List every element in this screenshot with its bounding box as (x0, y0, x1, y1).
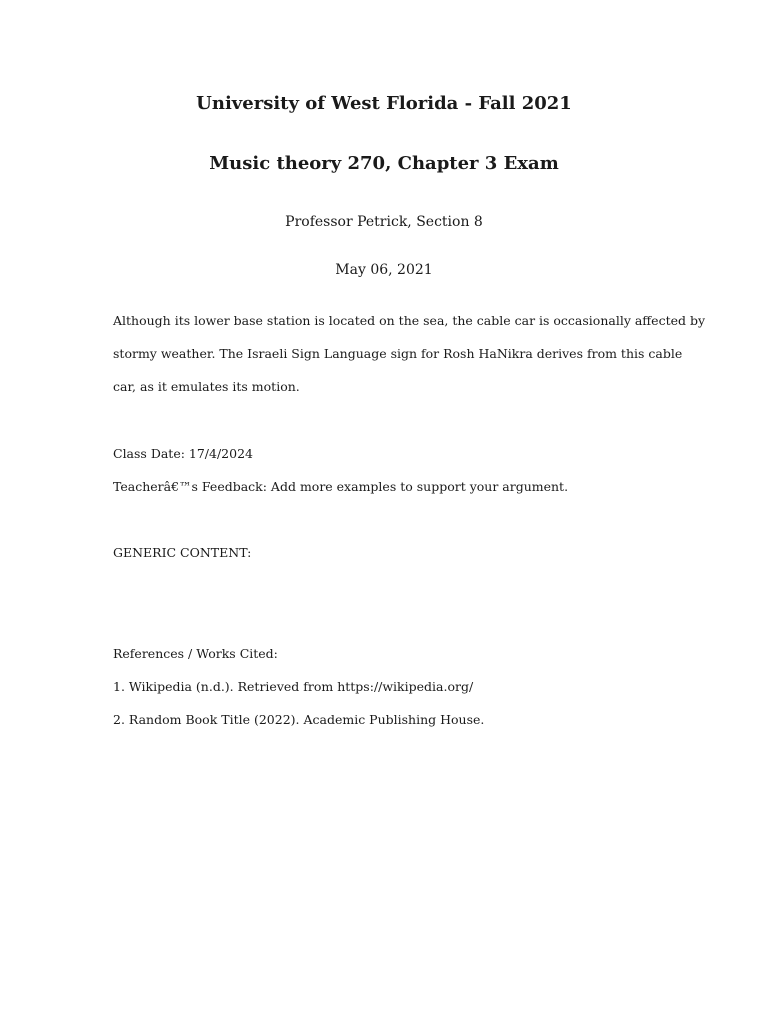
paragraph-line-1: Although its lower base station is located on the sea, the cable car is occasionally affected by (113, 313, 706, 328)
teacher-feedback: Teacherâ€™s Feedback: Add more examples to support your argument. (113, 479, 569, 494)
exam-date: May 06, 2021 (335, 262, 433, 278)
paragraph-line-3: car, as it emulates its motion. (113, 379, 300, 394)
exam-title: Music theory 270, Chapter 3 Exam (209, 153, 559, 174)
university-heading: University of West Florida - Fall 2021 (196, 93, 572, 114)
references-heading: References / Works Cited: (113, 646, 278, 661)
class-date: Class Date: 17/4/2024 (113, 446, 253, 461)
professor-line: Professor Petrick, Section 8 (285, 214, 483, 230)
generic-content-label: GENERIC CONTENT: (113, 545, 252, 560)
paragraph-line-2: stormy weather. The Israeli Sign Language sign for Rosh HaNikra derives from this cable (113, 346, 683, 361)
reference-item-2: 2. Random Book Title (2022). Academic Publishing House. (113, 712, 485, 727)
reference-item-1: 1. Wikipedia (n.d.). Retrieved from https://wikipedia.org/ (113, 679, 474, 694)
